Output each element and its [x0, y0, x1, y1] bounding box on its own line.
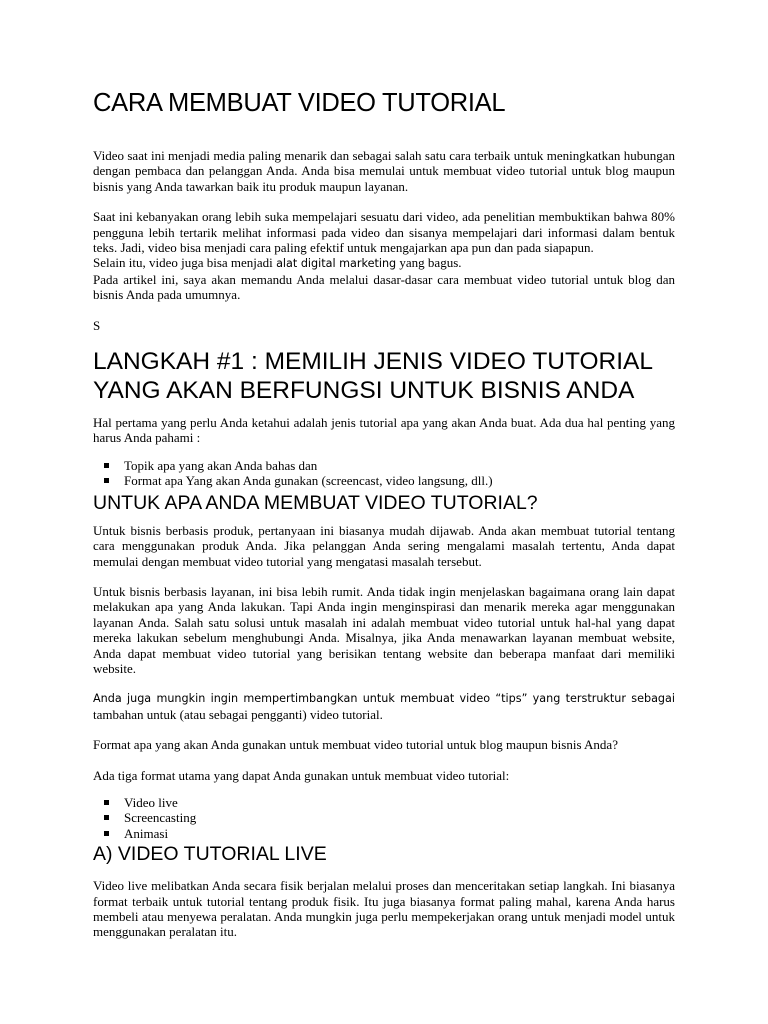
list-item-text: Screencasting — [124, 810, 197, 826]
bullet-icon — [104, 800, 109, 805]
purpose-paragraph-5: Ada tiga format utama yang dapat Anda gunakan untuk membuat video tutorial: — [93, 767, 510, 783]
purpose-paragraph-4: Format apa yang akan Anda gunakan untuk membuat video tutorial untuk blog maupun bisnis Anda? — [93, 737, 618, 753]
list-item — [104, 473, 675, 488]
purpose-paragraph-3-line-1: Anda juga mungkin ingin mempertimbangkan untuk membuat video “tips” yang terstruktur sebagai — [93, 692, 675, 706]
step1-bullet-list — [93, 458, 675, 489]
intro-paragraph-3-pre: Selain itu, video juga bisa menjadi — [93, 255, 277, 271]
purpose-paragraph-3-line-2: tambahan untuk (atau sebagai pengganti) video tutorial. — [93, 706, 383, 722]
list-item — [104, 810, 675, 825]
format-bullet-list — [93, 795, 675, 841]
intro-paragraph-3 — [93, 255, 675, 271]
list-item-text: Format apa Yang akan Anda gunakan (screencast, video langsung, dll.) — [124, 473, 493, 489]
bullet-icon — [104, 478, 109, 483]
stray-letter: S — [93, 317, 101, 333]
live-paragraph-1: Video live melibatkan Anda secara fisik berjalan melalui proses dan menceritakan setiap langkah. Ini biasanya format terbaik untuk tutorial tentang produk fisik. Itu juga biasanya format paling mahal, karena Anda harus membeli atau menyewa peralatan. Anda mungkin juga perlu mempekerjakan orang untuk menjadi model untuk menggunakan peralatan itu. — [93, 878, 675, 940]
step1-heading: LANGKAH #1 : MEMILIH JENIS VIDEO TUTORIAL YANG AKAN BERFUNGSI UNTUK BISNIS ANDA — [93, 348, 653, 405]
document-content — [93, 88, 675, 940]
list-item-text: Video live — [124, 794, 178, 810]
purpose-heading: UNTUK APA ANDA MEMBUAT VIDEO TUTORIAL? — [93, 491, 538, 514]
page-title: CARA MEMBUAT VIDEO TUTORIAL — [93, 89, 506, 117]
bullet-icon — [104, 815, 109, 820]
list-item-text: Animasi — [124, 825, 169, 841]
bullet-icon — [104, 831, 109, 836]
purpose-paragraph-1: Untuk bisnis berbasis produk, pertanyaan ini biasanya mudah dijawab. Anda akan membuat tutorial tentang cara menggunakan produk Anda. Jika pelanggan Anda sering mengalami masalah tertentu, Anda dapat memulai dengan membuat video tutorial yang mengatasi masalah tersebut. — [93, 522, 675, 569]
step1-paragraph: Hal pertama yang perlu Anda ketahui adalah jenis tutorial apa yang akan Anda buat. Ada dua hal penting yang harus Anda pahami : — [93, 415, 675, 446]
intro-paragraph-2: Saat ini kebanyakan orang lebih suka mempelajari sesuatu dari video, ada penelitian membuktikan bahwa 80% pengguna lebih tertarik melihat informasi pada video dan sisanya mempelajari dari informasi dalam bentuk teks. Jadi, video bisa menjadi cara paling efektif untuk mengajarkan apa pun dan pada siapapun. — [93, 209, 675, 256]
intro-paragraph-4: Pada artikel ini, saya akan memandu Anda melalui dasar-dasar cara membuat video tutorial untuk blog dan bisnis Anda pada umumnya. — [93, 271, 675, 303]
intro-paragraph-1: Video saat ini menjadi media paling menarik dan sebagai salah satu cara terbaik untuk meningkatkan hubungan dengan pembaca dan pelanggan Anda. Anda bisa memulai untuk membuat video tutorial untuk blog maupun bisnis yang Anda tawarkan baik itu produk maupun layanan. — [93, 148, 675, 194]
list-item — [104, 795, 675, 810]
list-item — [104, 458, 675, 473]
live-heading: A) VIDEO TUTORIAL LIVE — [93, 843, 327, 866]
purpose-paragraph-2: Untuk bisnis berbasis layanan, ini bisa lebih rumit. Anda tidak ingin menjelaskan bagaimana orang lain dapat melakukan apa yang Anda lakukan. Tapi Anda ingin menginspirasi dan menarik mereka agar menggunakan layanan Anda. Salah satu solusi untuk masalah ini adalah membuat video tutorial untuk hal-hal yang dapat mereka lakukan sebelum menghubungi Anda. Misalnya, jika Anda menawarkan layanan membuat website, Anda dapat membuat video tutorial yang berisikan tentang website dan beberapa manfaat dari memiliki website. — [93, 583, 675, 676]
intro-paragraph-3-post: yang bagus. — [396, 255, 462, 271]
list-item — [104, 826, 675, 841]
digital-marketing-link[interactable]: alat digital marketing — [276, 257, 397, 271]
list-item-text: Topik apa yang akan Anda bahas dan — [124, 457, 318, 473]
bullet-icon — [104, 463, 109, 468]
